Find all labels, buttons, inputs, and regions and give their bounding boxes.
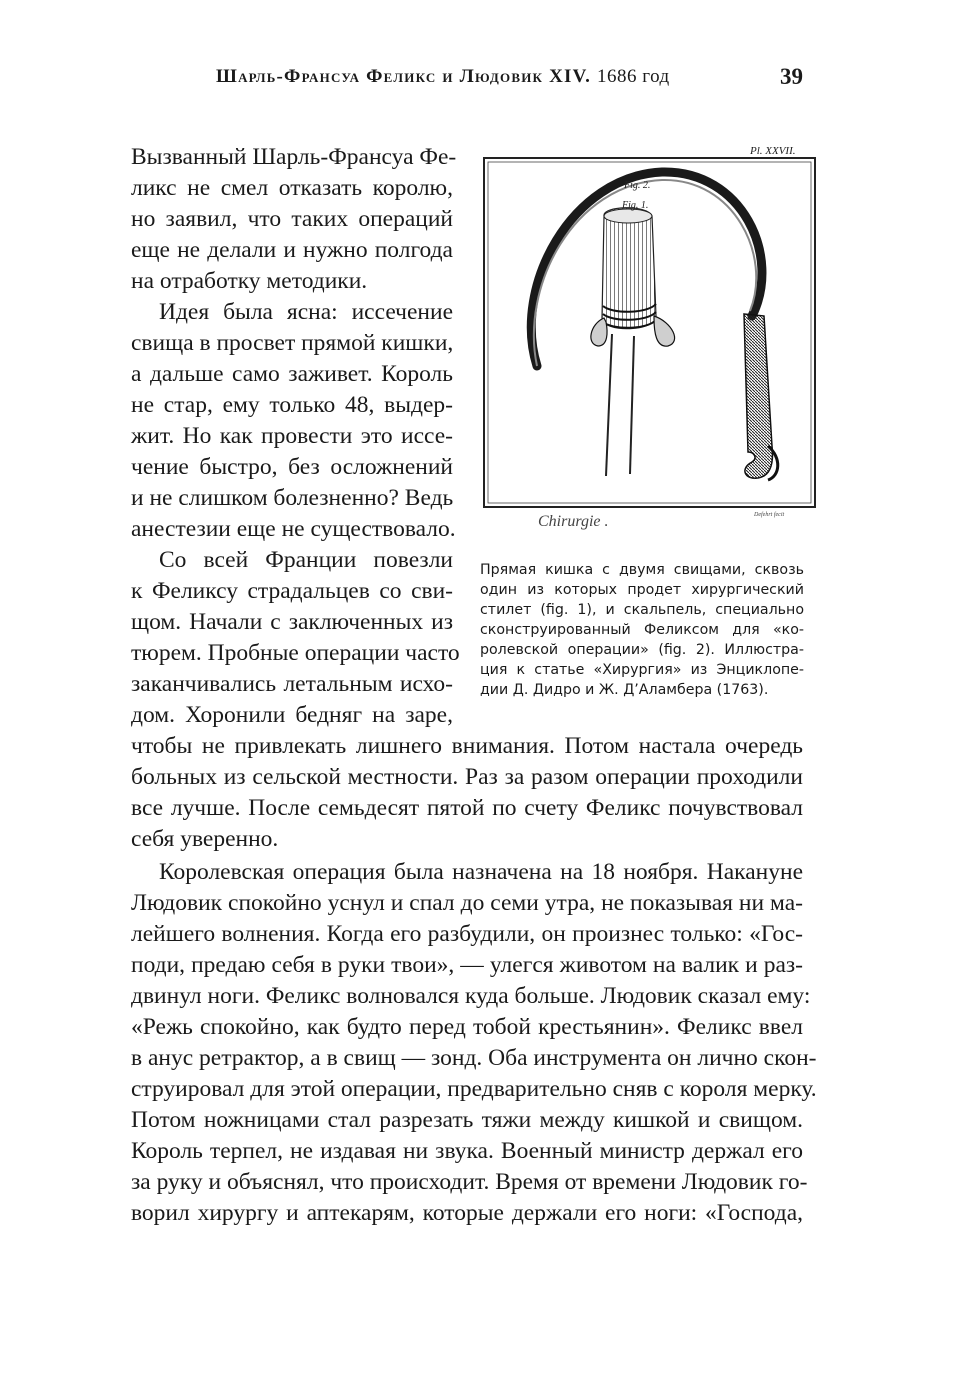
running-head bbox=[216, 66, 670, 88]
body-line: не стар, ему только 48, выдер- bbox=[131, 392, 453, 418]
body-line: двинул ноги. Феликс волновался куда больше. Людовик сказал ему: bbox=[131, 983, 811, 1009]
caption-line: один из которых продет хирургический bbox=[480, 582, 804, 598]
body-line: анестезии еще не существовало. bbox=[131, 516, 456, 542]
stylet-probe bbox=[630, 336, 634, 474]
body-line: Людовик спокойно уснул и спал до семи утра, не показывая ни ма- bbox=[131, 890, 803, 916]
body-line: больных из сельской местности. Раз за разом операции проходили bbox=[131, 764, 803, 790]
running-year: 1686 год bbox=[597, 66, 670, 87]
body-line: чение быстро, без осложнений bbox=[131, 454, 453, 480]
body-line: свища в просвет прямой кишки, bbox=[131, 330, 454, 356]
body-line: на отработку методики. bbox=[131, 268, 368, 294]
caption-line: стилет (fig. 1), и скальпель, специально bbox=[480, 602, 804, 618]
engraving-svg bbox=[482, 146, 818, 536]
body-line: тюрем. Пробные операции часто bbox=[131, 640, 460, 666]
engraver-signature: Defehrt fecit bbox=[754, 512, 785, 518]
plate-label: Pl. XXVII. bbox=[750, 146, 796, 157]
figure-illustration bbox=[482, 146, 818, 536]
body-line: дом. Хоронили бедняг на заре, bbox=[131, 702, 453, 728]
body-line: к Феликсу страдальцев со сви- bbox=[131, 578, 453, 604]
body-line: Король терпел, не издавая ни звука. Военный министр держал его bbox=[131, 1138, 803, 1164]
body-line: струировал для этой операции, предварительно сняв с короля мерку. bbox=[131, 1076, 817, 1102]
scalpel-handle bbox=[744, 314, 772, 478]
body-line: лейшего волнения. Когда его разбудили, он произнес только: «Гос- bbox=[131, 921, 803, 947]
plate-title: Chirurgie . bbox=[538, 513, 609, 530]
caption-line: Прямая кишка с двумя свищами, сквозь bbox=[480, 562, 804, 578]
caption-line: сконструированный Феликсом для «ко- bbox=[480, 622, 804, 638]
body-line: поди, предаю себя в руки твои», — улегся животом на валик и раз- bbox=[131, 952, 803, 978]
body-line-indent: Идея была ясна: иссечение bbox=[159, 299, 453, 325]
body-line: жит. Но как провести это иссе- bbox=[131, 423, 453, 449]
fig1-label: Fig. 1. bbox=[622, 200, 649, 211]
body-line: заканчивались летальным исхо- bbox=[131, 671, 453, 697]
body-line: за руку и объяснял, что происходит. Время от времени Людовик го- bbox=[131, 1169, 808, 1195]
rectum-opening bbox=[604, 209, 652, 223]
page-number: 39 bbox=[780, 64, 803, 89]
body-line: все лучше. После семьдесят пятой по счету Феликс почувствовал bbox=[131, 795, 803, 821]
stylet-probe bbox=[606, 334, 612, 476]
body-line: Потом ножницами стал разрезать тяжи между кишкой и свищом. bbox=[131, 1107, 803, 1133]
body-line: чтобы не привлекать лишнего внимания. Потом настала очередь bbox=[131, 733, 803, 759]
body-line-indent: Королевская операция была назначена на 18 ноября. Накануне bbox=[159, 859, 803, 885]
caption-line: дии Д. Дидро и Ж. Д’Аламбера (1763). bbox=[480, 682, 769, 698]
body-line: но заявил, что таких операций bbox=[131, 206, 453, 232]
body-line: себя уверенно. bbox=[131, 826, 279, 852]
caption-line: ролевской операции» (fig. 2). Иллюстра- bbox=[480, 642, 804, 658]
body-line: Вызванный Шарль-Франсуа Фе- bbox=[131, 144, 457, 170]
body-line: ликс не смел отказать королю, bbox=[131, 175, 453, 201]
fig2-label: Fig. 2. bbox=[624, 180, 651, 191]
body-line: а дальше само заживет. Король bbox=[131, 361, 453, 387]
fistula-left bbox=[591, 318, 607, 346]
body-line: «Режь спокойно, как будто перед тобой крестьянин». Феликс ввел bbox=[131, 1014, 803, 1040]
body-line: щом. Начали с заключенных из bbox=[131, 609, 453, 635]
body-line: еще не делали и нужно полгода bbox=[131, 237, 453, 263]
caption-line: ция к статье «Хирургия» из Энциклопе- bbox=[480, 662, 804, 678]
running-title: Шарль-Франсуа Феликс и Людовик XIV. bbox=[216, 66, 592, 87]
body-line: ворил хирургу и аптекарям, которые держали его ноги: «Господа, bbox=[131, 1200, 803, 1226]
body-line: в анус ретрактор, а в свищ — зонд. Оба инструмента он лично скон- bbox=[131, 1045, 817, 1071]
body-line-indent: Со всей Франции повезли bbox=[159, 547, 453, 573]
fistula-right bbox=[654, 316, 675, 346]
body-line: и не слишком болезненно? Ведь bbox=[131, 485, 454, 511]
